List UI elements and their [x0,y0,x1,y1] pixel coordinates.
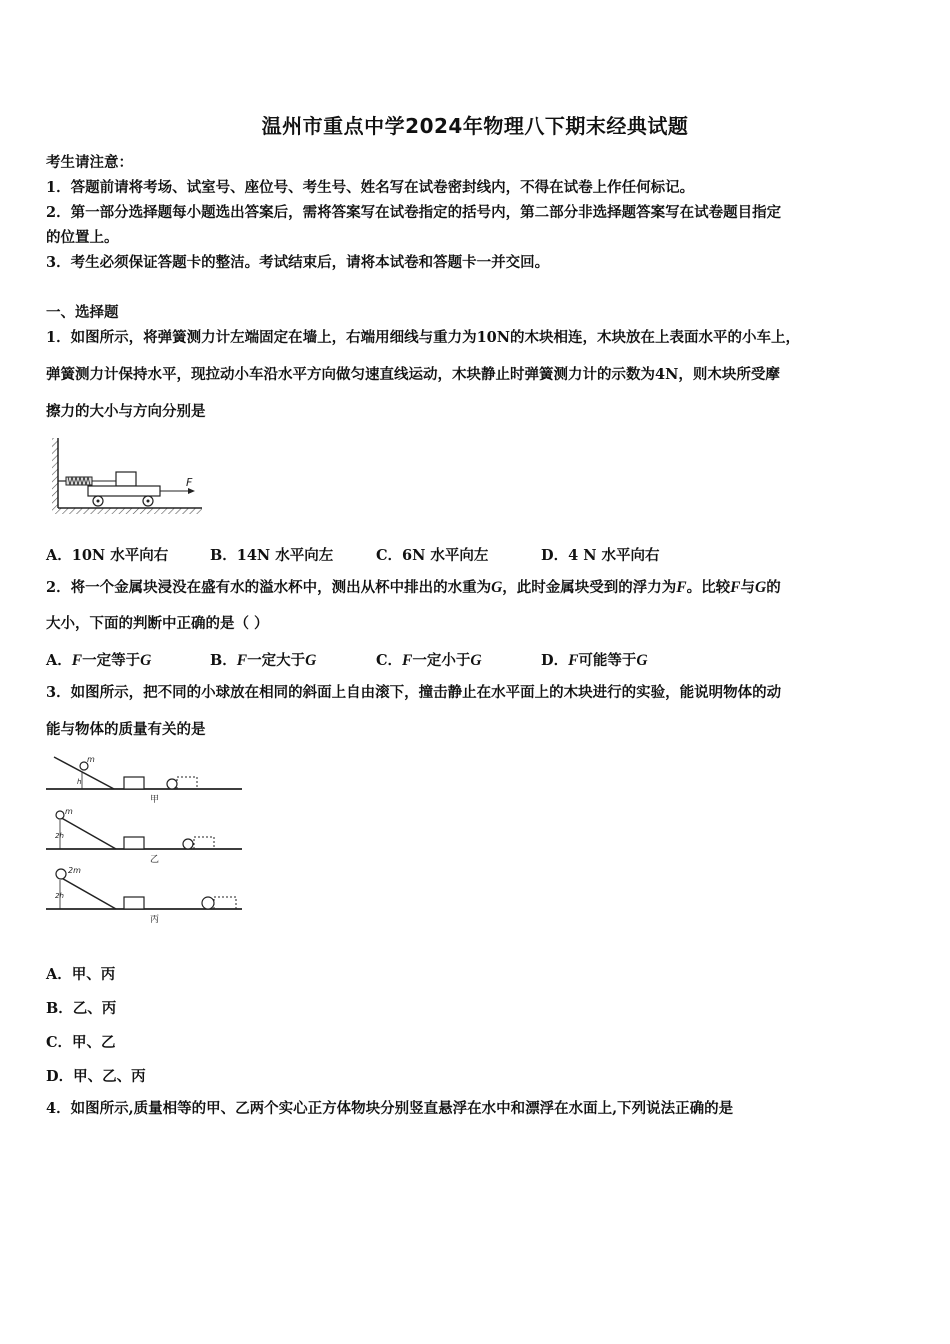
figure-jia [46,755,242,805]
ground-hatch [52,508,202,514]
block-moved-outline [177,777,197,789]
q3-text-line: 3．如图所示，把不同的小球放在相同的斜面上自由滚下，撞击静止在水平面上的木块进行的实验，能说明物体的动 [46,684,782,701]
block-moved-outline [214,897,236,909]
svg-text:h: h [77,778,82,786]
wall-hatch [52,438,58,508]
svg-text:m: m [65,807,73,816]
incline [58,816,116,849]
q4-text-line: 4．如图所示,质量相等的甲、乙两个实心正方体物块分别竖直悬浮在水中和漂浮在水面上,下列说法正确的是 [46,1100,734,1117]
q1-text-line: 弹簧测力计保持水平，现拉动小车沿水平方向做匀速直线运动，木块静止时弹簧测力计的示数为4N，则木块所受摩 [46,366,780,383]
notice-item: 3．考生必须保证答题卡的整洁。考试结束后，请将本试卷和答题卡一并交回。 [46,254,550,271]
q2-text-line: 2．将一个金属块浸没在盛有水的溢水杯中，测出从杯中排出的水重为G，此时金属块受到的浮力为F。比较F与G的 [46,579,781,596]
q3-option-a[interactable]: A．甲、丙 [46,966,116,983]
force-label: F [186,476,193,489]
notice-item: 2．第一部分选择题每小题选出答案后，需将答案写在试卷指定的括号内，第二部分非选择题答案写在试卷题目指定 [46,204,782,221]
ball [56,811,64,819]
figure-yi [46,807,242,865]
q1-option-b[interactable]: B．14N 水平向左 [210,547,334,564]
incline [58,876,116,909]
q1-text-line: 1．如图所示，将弹簧测力计左端固定在墙上，右端用细线与重力为10N的木块相连，木块放在上表面水平的小车上， [46,329,801,346]
wood-block [116,472,136,486]
caption-jia: 甲 [150,795,160,805]
caption-bing: 丙 [150,915,160,925]
svg-text:2h: 2h [55,832,64,840]
q3-incline-figure [46,754,246,934]
wood-block [124,897,144,909]
q3-option-c[interactable]: C．甲、乙 [46,1034,116,1051]
ball [56,869,66,879]
svg-text:m: m [87,755,95,764]
q1-option-c[interactable]: C．6N 水平向左 [376,547,489,564]
q1-option-d[interactable]: D．4 N 水平向右 [541,547,660,564]
q2-text-line: 大小，下面的判断中正确的是（ ） [46,615,269,632]
page-title: 温州市重点中学2024年物理八下期末经典试题 [261,114,689,138]
q2-option-c[interactable]: C．F一定小于G [376,652,482,669]
wood-block [124,777,144,789]
notice-item: 1．答题前请将考场、试室号、座位号、考生号、姓名写在试卷密封线内，不得在试卷上作任何标记。 [46,179,695,196]
q1-option-a[interactable]: A．10N 水平向右 [46,547,169,564]
notice-heading: 考生请注意： [46,154,133,171]
ball [167,779,177,789]
q2-option-b[interactable]: B．F一定大于G [210,652,317,669]
figure-bing [46,866,242,925]
q3-text-line: 能与物体的质量有关的是 [46,721,206,738]
svg-text:2h: 2h [55,892,64,900]
ball [183,839,193,849]
caption-yi: 乙 [150,855,160,865]
q3-option-d[interactable]: D．甲、乙、丙 [46,1068,146,1085]
svg-text:2m: 2m [68,866,81,875]
block-moved-outline [194,837,214,849]
q1-spring-cart-figure [48,436,208,518]
q3-option-b[interactable]: B．乙、丙 [46,1000,117,1017]
q1-text-line: 擦力的大小与方向分别是 [46,403,206,420]
q2-option-d[interactable]: D．F可能等于G [541,652,648,669]
ball [202,897,214,909]
cart [88,486,160,496]
wood-block [124,837,144,849]
section-heading: 一、选择题 [46,304,119,321]
notice-item: 的位置上。 [46,229,119,246]
q2-option-a[interactable]: A．F一定等于G [46,652,152,669]
